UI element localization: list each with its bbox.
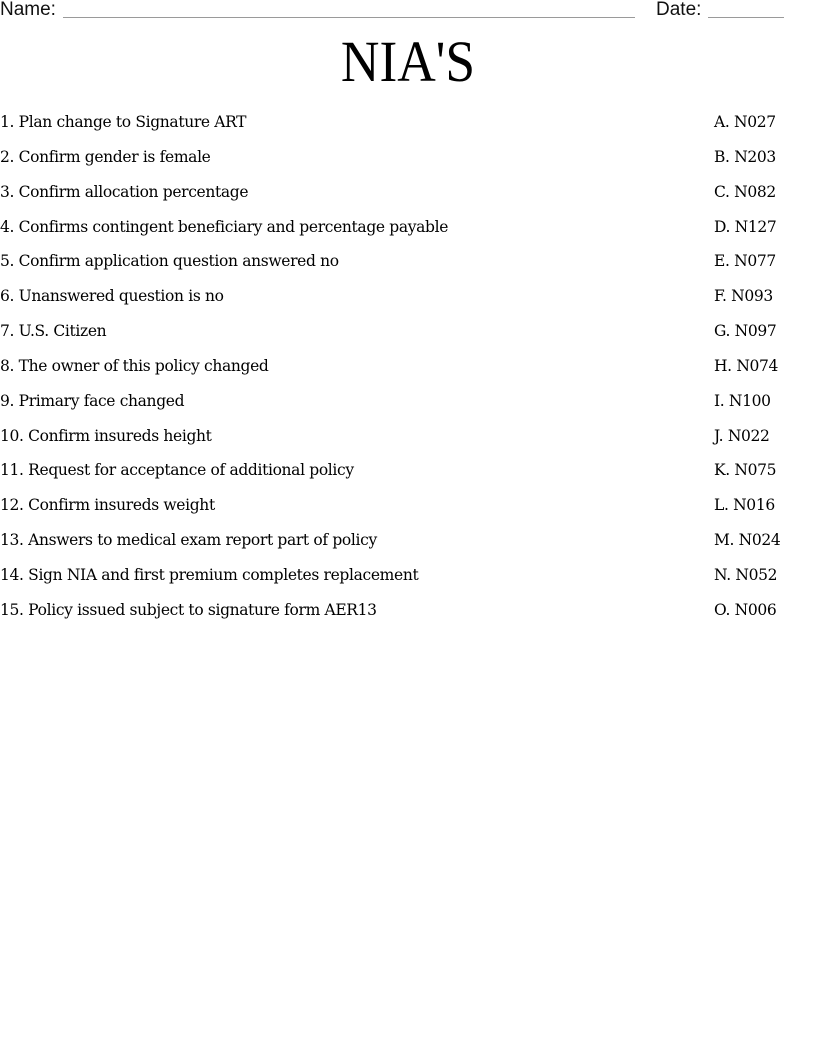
answer-item: E. N077 <box>714 252 776 271</box>
answer-item: K. N075 <box>714 461 777 480</box>
question-item: 13. Answers to medical exam report part of policy <box>0 531 377 550</box>
question-item: 6. Unanswered question is no <box>0 287 224 306</box>
answer-item: C. N082 <box>714 182 776 201</box>
answer-item: B. N203 <box>714 147 776 166</box>
question-item: 7. U.S. Citizen <box>0 322 107 341</box>
answer-item: H. N074 <box>714 356 779 375</box>
match-row <box>0 494 816 529</box>
question-item: 1. Plan change to Signature ART <box>0 113 247 131</box>
match-row <box>0 285 816 320</box>
answer-item: G. N097 <box>714 322 777 341</box>
answer-item: O. N006 <box>714 600 777 619</box>
answer-item: L. N016 <box>714 496 775 515</box>
answer-item: I. N100 <box>714 391 771 410</box>
question-item: 9. Primary face changed <box>0 391 185 410</box>
match-row <box>0 425 816 460</box>
match-row <box>0 216 816 251</box>
match-row <box>0 111 816 146</box>
match-row <box>0 146 816 181</box>
question-item: 4. Confirms contingent beneficiary and percentage payable <box>0 217 449 236</box>
question-item: 12. Confirm insureds weight <box>0 496 215 515</box>
answer-item: A. N027 <box>714 113 776 131</box>
match-row <box>0 529 816 564</box>
question-item: 15. Policy issued subject to signature form AER13 <box>0 600 377 619</box>
page-title: NIA'S <box>340 29 476 94</box>
match-row <box>0 320 816 355</box>
question-item: 2. Confirm gender is female <box>0 147 211 166</box>
name-field-line[interactable] <box>63 17 635 18</box>
match-row <box>0 390 816 425</box>
date-label: Date: <box>656 0 702 20</box>
match-row <box>0 355 816 390</box>
question-item: 11. Request for acceptance of additional policy <box>0 461 354 480</box>
answer-item: J. N022 <box>714 426 770 445</box>
question-item: 3. Confirm allocation percentage <box>0 182 249 201</box>
question-item: 8. The owner of this policy changed <box>0 356 269 375</box>
question-item: 14. Sign NIA and first premium completes replacement <box>0 565 419 584</box>
match-row <box>0 459 816 494</box>
matching-list <box>0 111 816 634</box>
name-date-header <box>0 0 816 22</box>
match-row <box>0 250 816 285</box>
question-item: 5. Confirm application question answered no <box>0 252 339 271</box>
answer-item: N. N052 <box>714 565 778 584</box>
date-field-line[interactable] <box>708 17 784 18</box>
question-item: 10. Confirm insureds height <box>0 426 212 445</box>
name-label: Name: <box>0 0 56 20</box>
match-row <box>0 181 816 216</box>
answer-item: M. N024 <box>714 531 781 550</box>
answer-item: F. N093 <box>714 287 773 306</box>
match-row <box>0 599 816 634</box>
match-row <box>0 564 816 599</box>
answer-item: D. N127 <box>714 217 777 236</box>
